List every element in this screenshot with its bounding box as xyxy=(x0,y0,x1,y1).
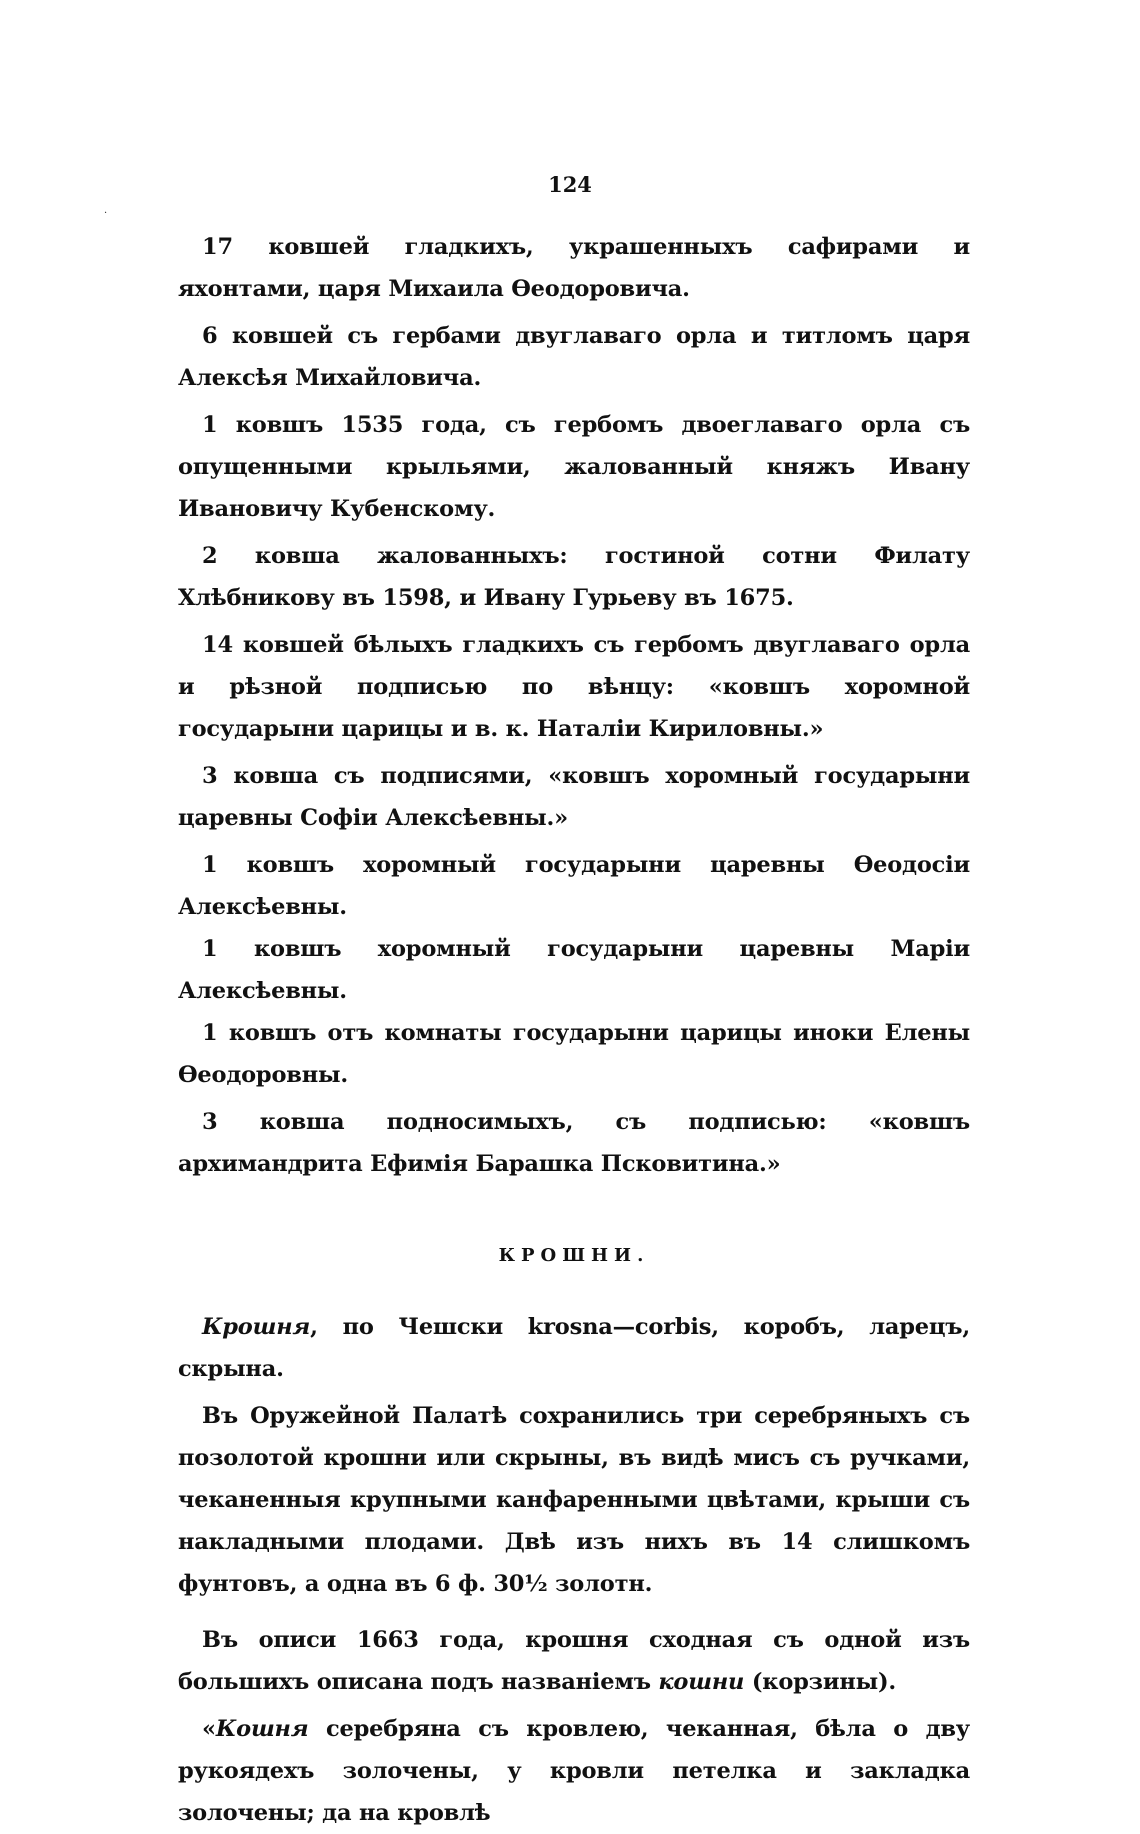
quote-text: серебряна съ кровлею, чеканная, бѣла о дву рукоядехъ золочены, у кровли петелка и закладка золочены; да на кровлѣ xyxy=(178,1716,970,1826)
paragraph-definition xyxy=(178,1306,970,1390)
paragraph-1663-after: (корзины). xyxy=(744,1669,897,1695)
margin-speck: · xyxy=(104,208,108,219)
paragraph-1663 xyxy=(178,1619,970,1703)
paragraph-3-kovsha-efimiy: 3 ковша подносимыхъ, съ подписью: «ковшъ архимандрита Ефимія Барашка Псковитина.» xyxy=(178,1109,970,1177)
paragraph-kovsh-maria: 1 ковшъ хоромный государыни царевны Маріи Алексѣевны. xyxy=(178,936,970,1004)
paragraph-2-kovsha: 2 ковша жалованныхъ: гостиной сотни Филату Хлѣбникову въ 1598, и Ивану Гурьеву въ 1675. xyxy=(178,543,970,611)
paragraph-17-kovshey: 17 ковшей гладкихъ, украшенныхъ сафирами и яхонтами, царя Михаила Ѳеодоровича. xyxy=(178,234,970,302)
paragraph-6-kovshey: 6 ковшей съ гербами двуглаваго орла и титломъ царя Алексѣя Михайловича. xyxy=(178,323,970,391)
quote-open: « xyxy=(202,1716,216,1742)
definition-text: , по Чешски krosna—corbis, коробъ, ларецъ, скрына. xyxy=(178,1314,970,1382)
paragraph-1663-term: кошни xyxy=(658,1669,745,1695)
paragraph-1-kovsh-1535: 1 ковшъ 1535 года, съ гербомъ двоеглаваго орла съ опущенными крыльями, жалованный княжъ Ивану Ивановичу Кубенскому. xyxy=(178,412,970,522)
page-number: 124 xyxy=(548,172,592,197)
paragraph-14-kovshey: 14 ковшей бѣлыхъ гладкихъ съ гербомъ двуглаваго орла и рѣзной подписью по вѣнцу: «ковшъ хоромной государыни царицы и в. к. Наталіи Кириловны.» xyxy=(178,632,970,742)
paragraph-armory: Въ Оружейной Палатѣ сохранились три серебряныхъ съ позолотой крошни или скрыны, въ видѣ мисъ съ ручками, чеканенныя крупными канфаренными цвѣтами, крыши съ накладными плодами. Двѣ изъ нихъ въ 14 слишкомъ фунтовъ, а одна въ 6 ф. 30½ золотн. xyxy=(178,1403,970,1597)
paragraph-kovsh-elena: 1 ковшъ отъ комнаты государыни царицы иноки Елены Ѳеодоровны. xyxy=(178,1020,970,1088)
definition-term: Крошня xyxy=(202,1314,311,1340)
paragraph-kovsh-feodosia: 1 ковшъ хоромный государыни царевны Ѳеодосіи Алексѣевны. xyxy=(178,852,970,920)
section-title: КРОШНИ. xyxy=(498,1245,650,1266)
paragraph-quote xyxy=(178,1708,970,1834)
paragraph-3-kovsha-sofia: 3 ковша съ подписями, «ковшъ хоромный государыни царевны Софіи Алексѣевны.» xyxy=(178,763,970,831)
paragraph-1663-before: Въ описи 1663 года, крошня сходная съ одной изъ большихъ описана подъ названіемъ xyxy=(178,1627,970,1695)
page-body xyxy=(178,226,970,1834)
quote-term: Кошня xyxy=(215,1716,309,1742)
